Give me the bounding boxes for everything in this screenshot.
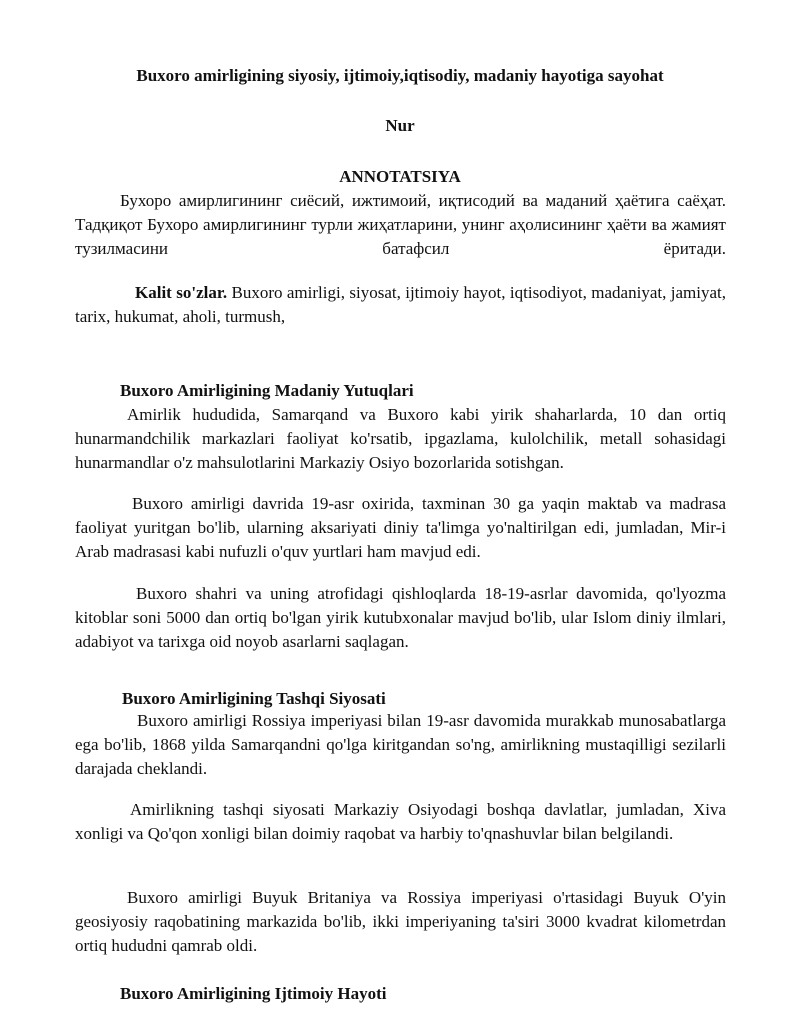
paragraph-madaniy-1: Amirlik hududida, Samarqand va Buxoro kabi yirik shaharlarda, 10 dan ortiq hunarmandchilik markazlari faoliyat ko'rsatib, ipgazlama, kulolchilik, metall sohasidagi hunarmandlar o'z mahsulotlarini Markaziy Osiyo bozorlarida sotishgan. <box>75 405 726 472</box>
section-heading-madaniy: Buxoro Amirligining Madaniy Yutuqlari <box>120 381 414 400</box>
document-author: Nur <box>385 116 415 135</box>
annotation-paragraph: Бухоро амирлигининг сиёсий, ижтимоий, иқтисодий ва маданий ҳаётига саёҳат. Тадқиқот Бухоро амирлигининг турли жиҳатларини, унинг аҳолисининг ҳаёти ва жамият тузилмасини батафсил ёритади. <box>75 191 726 258</box>
document-title: Buxoro amirligining siyosiy, ijtimoiy,iqtisodiy, madaniy hayotiga sayohat <box>136 66 664 85</box>
annotation-heading: ANNOTATSIYA <box>339 167 461 186</box>
paragraph-tashqi-3: Buxoro amirligi Buyuk Britaniya va Rossiya imperiyasi o'rtasidagi Buyuk O'yin geosiyosiy raqobatining markazida bo'lib, ikki imperiyaning ta'siri 3000 kvadrat kilometrdan ortiq hududni qamrab oldi. <box>75 888 726 955</box>
paragraph-madaniy-2: Buxoro amirligi davrida 19-asr oxirida, taxminan 30 ga yaqin maktab va madrasa faoliyat yuritgan bo'lib, ularning aksariyati diniy ta'limga yo'naltirilgan edi, jumladan, Mir-i Arab madrasasi kabi nufuzli o'quv yurtlari ham mavjud edi. <box>75 494 726 561</box>
paragraph-tashqi-1: Buxoro amirligi Rossiya imperiyasi bilan 19-asr davomida murakkab munosabatlarga ega bo'lib, 1868 yilda Samarqandni qo'lga kiritgandan so'ng, amirlikning mustaqilligi sezilarli darajada cheklandi. <box>75 711 726 778</box>
paragraph-madaniy-3: Buxoro shahri va uning atrofidagi qishloqlarda 18-19-asrlar davomida, qo'lyozma kitoblar soni 5000 dan ortiq bo'lgan yirik kutubxonalar mavjud bo'lib, ular Islom diniy ilmlari, adabiyot va tarixga oid noyob asarlarni saqlagan. <box>75 584 726 651</box>
keywords-label: Kalit so'zlar. <box>135 283 228 302</box>
section-heading-ijtimoiy: Buxoro Amirligining Ijtimoiy Hayoti <box>120 984 387 1003</box>
keywords-text: Buxoro amirligi, siyosat, ijtimoiy hayot, iqtisodiyot, madaniyat, jamiyat, tarix, hukumat, aholi, turmush, <box>75 283 726 326</box>
paragraph-tashqi-2: Amirlikning tashqi siyosati Markaziy Osiyodagi boshqa davlatlar, jumladan, Xiva xonligi va Qo'qon xonligi bilan doimiy raqobat va harbiy to'qnashuvlar bilan belgilandi. <box>75 800 726 843</box>
section-heading-tashqi: Buxoro Amirligining Tashqi Siyosati <box>122 689 386 708</box>
keywords-paragraph <box>75 281 726 329</box>
